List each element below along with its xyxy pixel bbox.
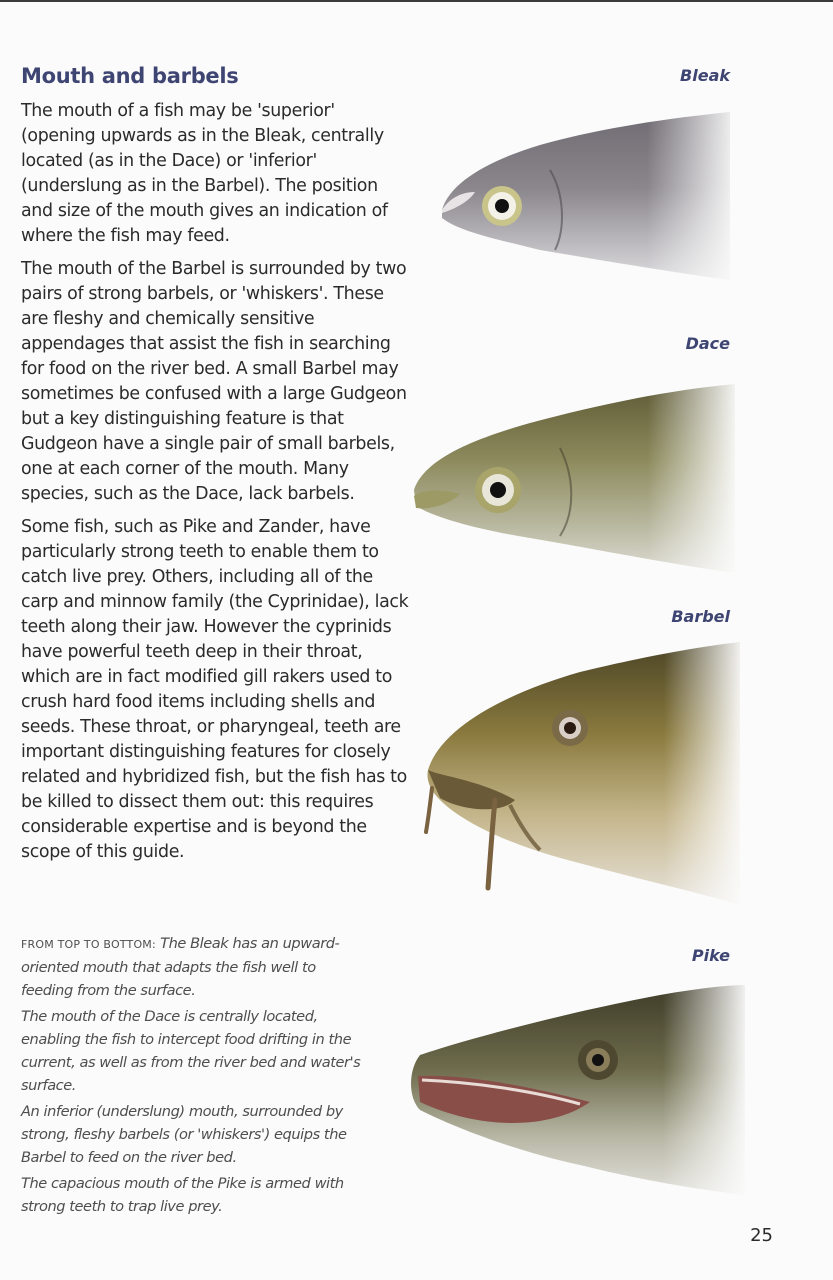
dace-photo <box>410 378 740 578</box>
paragraph-3: Some fish, such as Pike and Zander, have particularly strong teeth to enable them to catch live prey. Others, including all of the carp and minnow family (the Cyprinidae), lack teeth along their jaw. However the cyprinids have powerful teeth deep in their throat, which are in fact modified gill rakers used to crush hard food items including shells and seeds. These throat, or pharyngeal, teeth are important distinguishing features for closely related and hybridized fish, but the fish has to be killed to dissect them out: this requires considerable expertise and is beyond the scope of this guide. <box>21 517 409 862</box>
paragraph-2: The mouth of the Barbel is surrounded by two pairs of strong barbels, or 'whiskers'. These are fleshy and chemically sensitive appendages that assist the fish in searching for food on the river bed. A small Barbel may sometimes be confused with a large Gudgeon but a key distinguishing feature is that Gudgeon have a single pair of small barbels, one at each corner of the mouth. Many species, such as the Dace, lack barbels. <box>21 259 407 504</box>
bleak-photo <box>430 100 740 290</box>
fish-label-bleak: Bleak <box>680 66 730 85</box>
fish-label-barbel: Barbel <box>671 607 730 626</box>
caption-item-2: The mouth of the Dace is centrally located, enabling the fish to intercept food drifting in the current, as well as from the river bed and water's surface. <box>21 1008 361 1094</box>
caption-item-1 <box>21 932 366 1002</box>
pike-photo <box>400 980 750 1200</box>
top-edge-line <box>0 0 833 2</box>
fish-label-pike: Pike <box>691 946 730 965</box>
paragraph-1: The mouth of a fish may be 'superior' (opening upwards as in the Bleak, centrally located (as in the Dace) or 'inferior' (underslung as in the Barbel). The position and size of the mouth gives an indication of where the fish may feed. <box>21 101 388 246</box>
caption-item-4: The capacious mouth of the Pike is armed with strong teeth to trap live prey. <box>21 1175 344 1215</box>
section-heading: Mouth and barbels <box>21 64 239 88</box>
page-number: 25 <box>750 1225 773 1246</box>
fish-label-dace: Dace <box>685 334 730 353</box>
caption-item-3: An inferior (underslung) mouth, surrounded by strong, fleshy barbels (or 'whiskers') equips the Barbel to feed on the river bed. <box>21 1103 347 1166</box>
barbel-photo <box>420 640 745 910</box>
photo-caption <box>21 932 366 1221</box>
caption-lead: FROM TOP TO BOTTOM: <box>21 938 156 951</box>
body-text <box>21 99 409 873</box>
caption-text-1: The Bleak has an upward-oriented mouth that adapts the fish well to feeding from the surface. <box>21 935 340 999</box>
